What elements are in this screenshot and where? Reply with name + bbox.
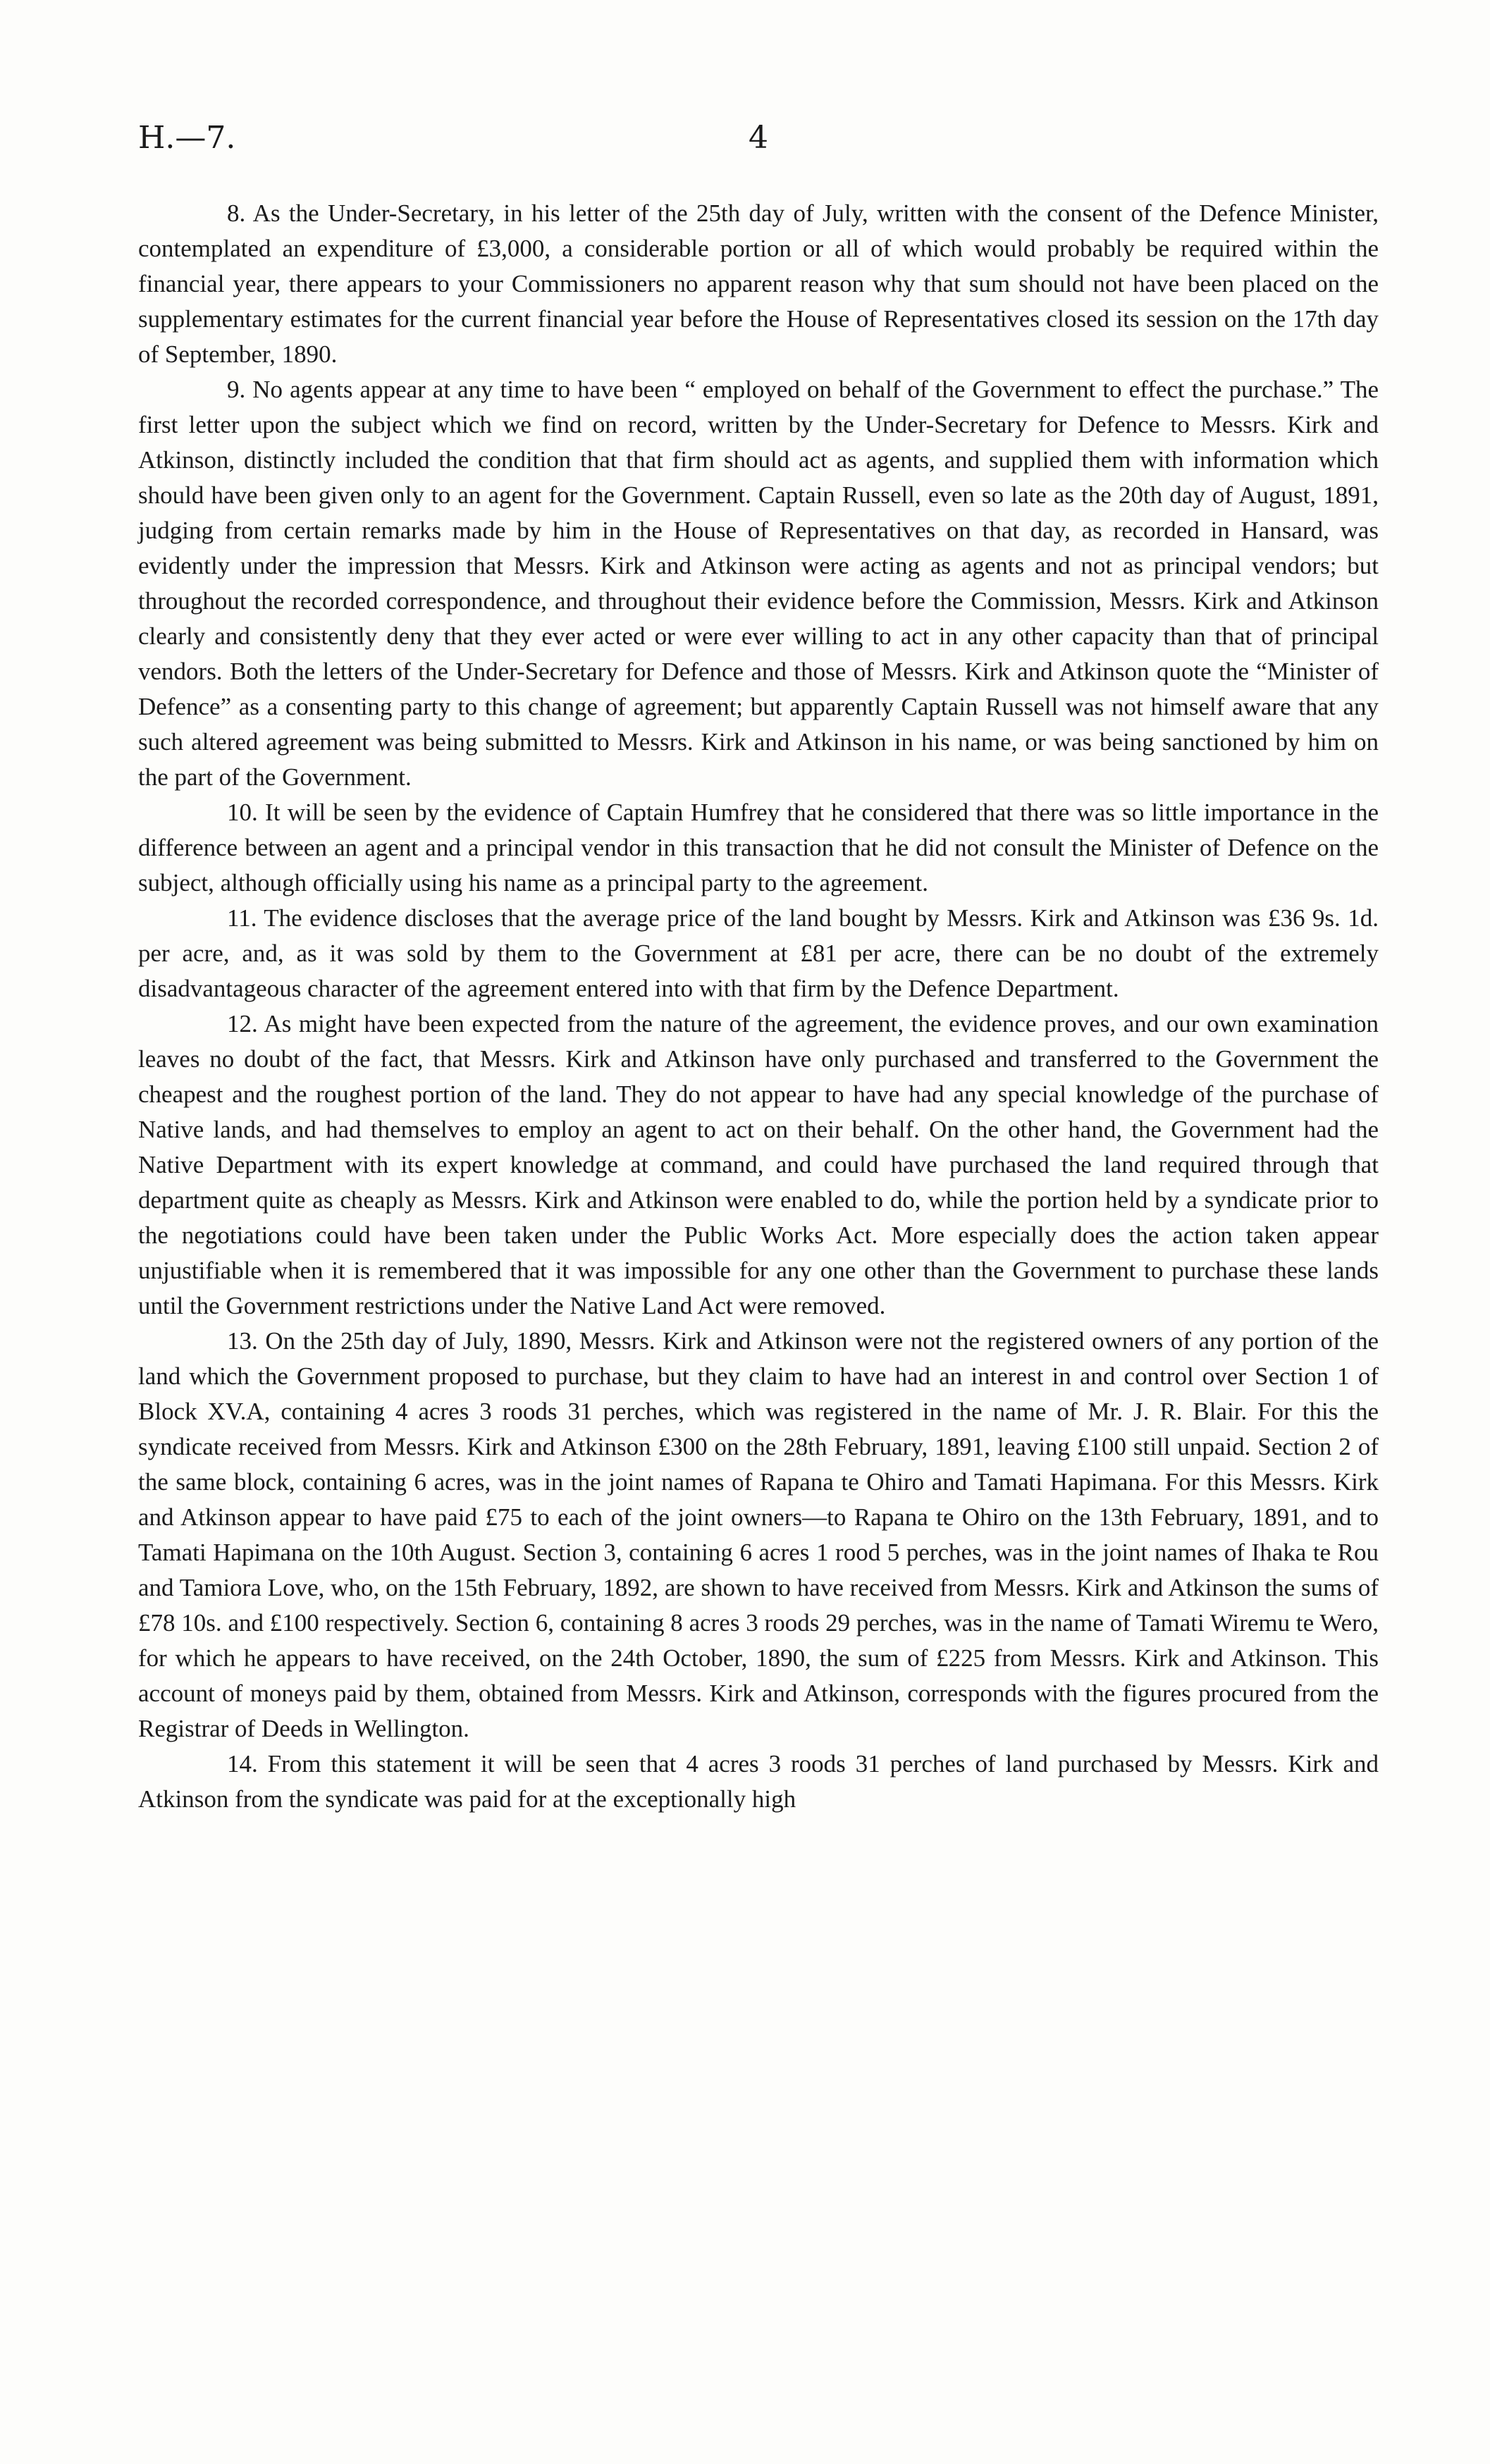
paragraph-9: 9. No agents appear at any time to have been “ employed on behalf of the Government to effect the purchase.” The first letter upon the subject which we find on record, written by the Under-Secretary for Defence to Messrs. Kirk and Atkinson, distinctly included the condition that that firm should act as agents, and supplied them with information which should have been given only to an agent for the Government. Captain Russell, even so late as the 20th day of August, 1891, judging from certain remarks made by him in the House of Representatives on that day, as recorded in Hansard, was evidently under the impression that Messrs. Kirk and Atkinson were acting as agents and not as principal vendors; but throughout the recorded correspondence, and throughout their evidence before the Commission, Messrs. Kirk and Atkinson clearly and consistently deny that they ever acted or were ever willing to act in any other capacity than that of principal vendors. Both the letters of the Under-Secretary for Defence and those of Messrs. Kirk and Atkinson quote the “Minister of Defence” as a consenting party to this change of agreement; but apparently Captain Russell was not himself aware that any such altered agreement was being submitted to Messrs. Kirk and Atkinson in his name, or was being sanctioned by him on the part of the Government.: [138, 376, 1379, 791]
paragraph-12: 12. As might have been expected from the nature of the agreement, the evidence proves, and our own examination leaves no doubt of the fact, that Messrs. Kirk and Atkinson have only purchased and transferred to the Government the cheapest and the roughest portion of the land. They do not appear to have had any special knowledge of the purchase of Native lands, and had themselves to employ an agent to act on their behalf. On the other hand, the Government had the Native Department with its expert knowledge at command, and could have purchased the land required through that department quite as cheaply as Messrs. Kirk and Atkinson were enabled to do, while the portion held by a syndicate prior to the negotiations could have been taken under the Public Works Act. More especially does the action taken appear unjustifiable when it is remembered that it was impossible for any one other than the Government to purchase these lands until the Government restrictions under the Native Land Act were removed.: [138, 1010, 1379, 1319]
paragraph-8: 8. As the Under-Secretary, in his letter of the 25th day of July, written with the consent of the Defence Minister, contemplated an expenditure of £3,000, a considerable portion or all of which would probably be required within the financial year, there appears to your Commissioners no apparent reason why that sum should not have been placed on the supplementary estimates for the current financial year before the House of Representatives closed its session on the 17th day of September, 1890.: [138, 199, 1379, 368]
body-text: [138, 196, 1379, 1817]
paragraph-10: 10. It will be seen by the evidence of Captain Humfrey that he considered that there was so little importance in the difference between an agent and a principal vendor in this transaction that he did not consult the Minister of Defence on the subject, although officially using his name as a principal party to the agreement.: [138, 799, 1379, 897]
page-header: [138, 120, 1379, 169]
document-reference: H.—7.: [138, 120, 236, 156]
paragraph-14: 14. From this statement it will be seen that 4 acres 3 roods 31 perches of land purchased by Messrs. Kirk and Atkinson from the syndicate was paid for at the exceptionally high: [138, 1750, 1379, 1813]
paragraph-13: 13. On the 25th day of July, 1890, Messrs. Kirk and Atkinson were not the registered owners of any portion of the land which the Government proposed to purchase, but they claim to have had an interest in and control over Section 1 of Block XV.A, containing 4 acres 3 roods 31 perches, which was registered in the name of Mr. J. R. Blair. For this the syndicate received from Messrs. Kirk and Atkinson £300 on the 28th February, 1891, leaving £100 still unpaid. Section 2 of the same block, containing 6 acres, was in the joint names of Rapana te Ohiro and Tamati Hapimana. For this Messrs. Kirk and Atkinson appear to have paid £75 to each of the joint owners—to Rapana te Ohiro on the 13th February, 1891, and to Tamati Hapimana on the 10th August. Section 3, containing 6 acres 1 rood 5 perches, was in the joint names of Ihaka te Rou and Tamiora Love, who, on the 15th February, 1892, are shown to have received from Messrs. Kirk and Atkinson the sums of £78 10s. and £100 respectively. Section 6, containing 8 acres 3 roods 29 perches, was in the name of Tamati Wiremu te Wero, for which he appears to have received, on the 24th October, 1890, the sum of £225 from Messrs. Kirk and Atkinson. This account of moneys paid by them, obtained from Messrs. Kirk and Atkinson, corresponds with the figures procured from the Registrar of Deeds in Wellington.: [138, 1327, 1379, 1742]
page-number: 4: [749, 120, 768, 156]
paragraph-11: 11. The evidence discloses that the average price of the land bought by Messrs. Kirk and Atkinson was £36 9s. 1d. per acre, and, as it was sold by them to the Government at £81 per acre, there can be no doubt of the extremely disadvantageous character of the agreement entered into with that firm by the Defence Department.: [138, 904, 1379, 1002]
